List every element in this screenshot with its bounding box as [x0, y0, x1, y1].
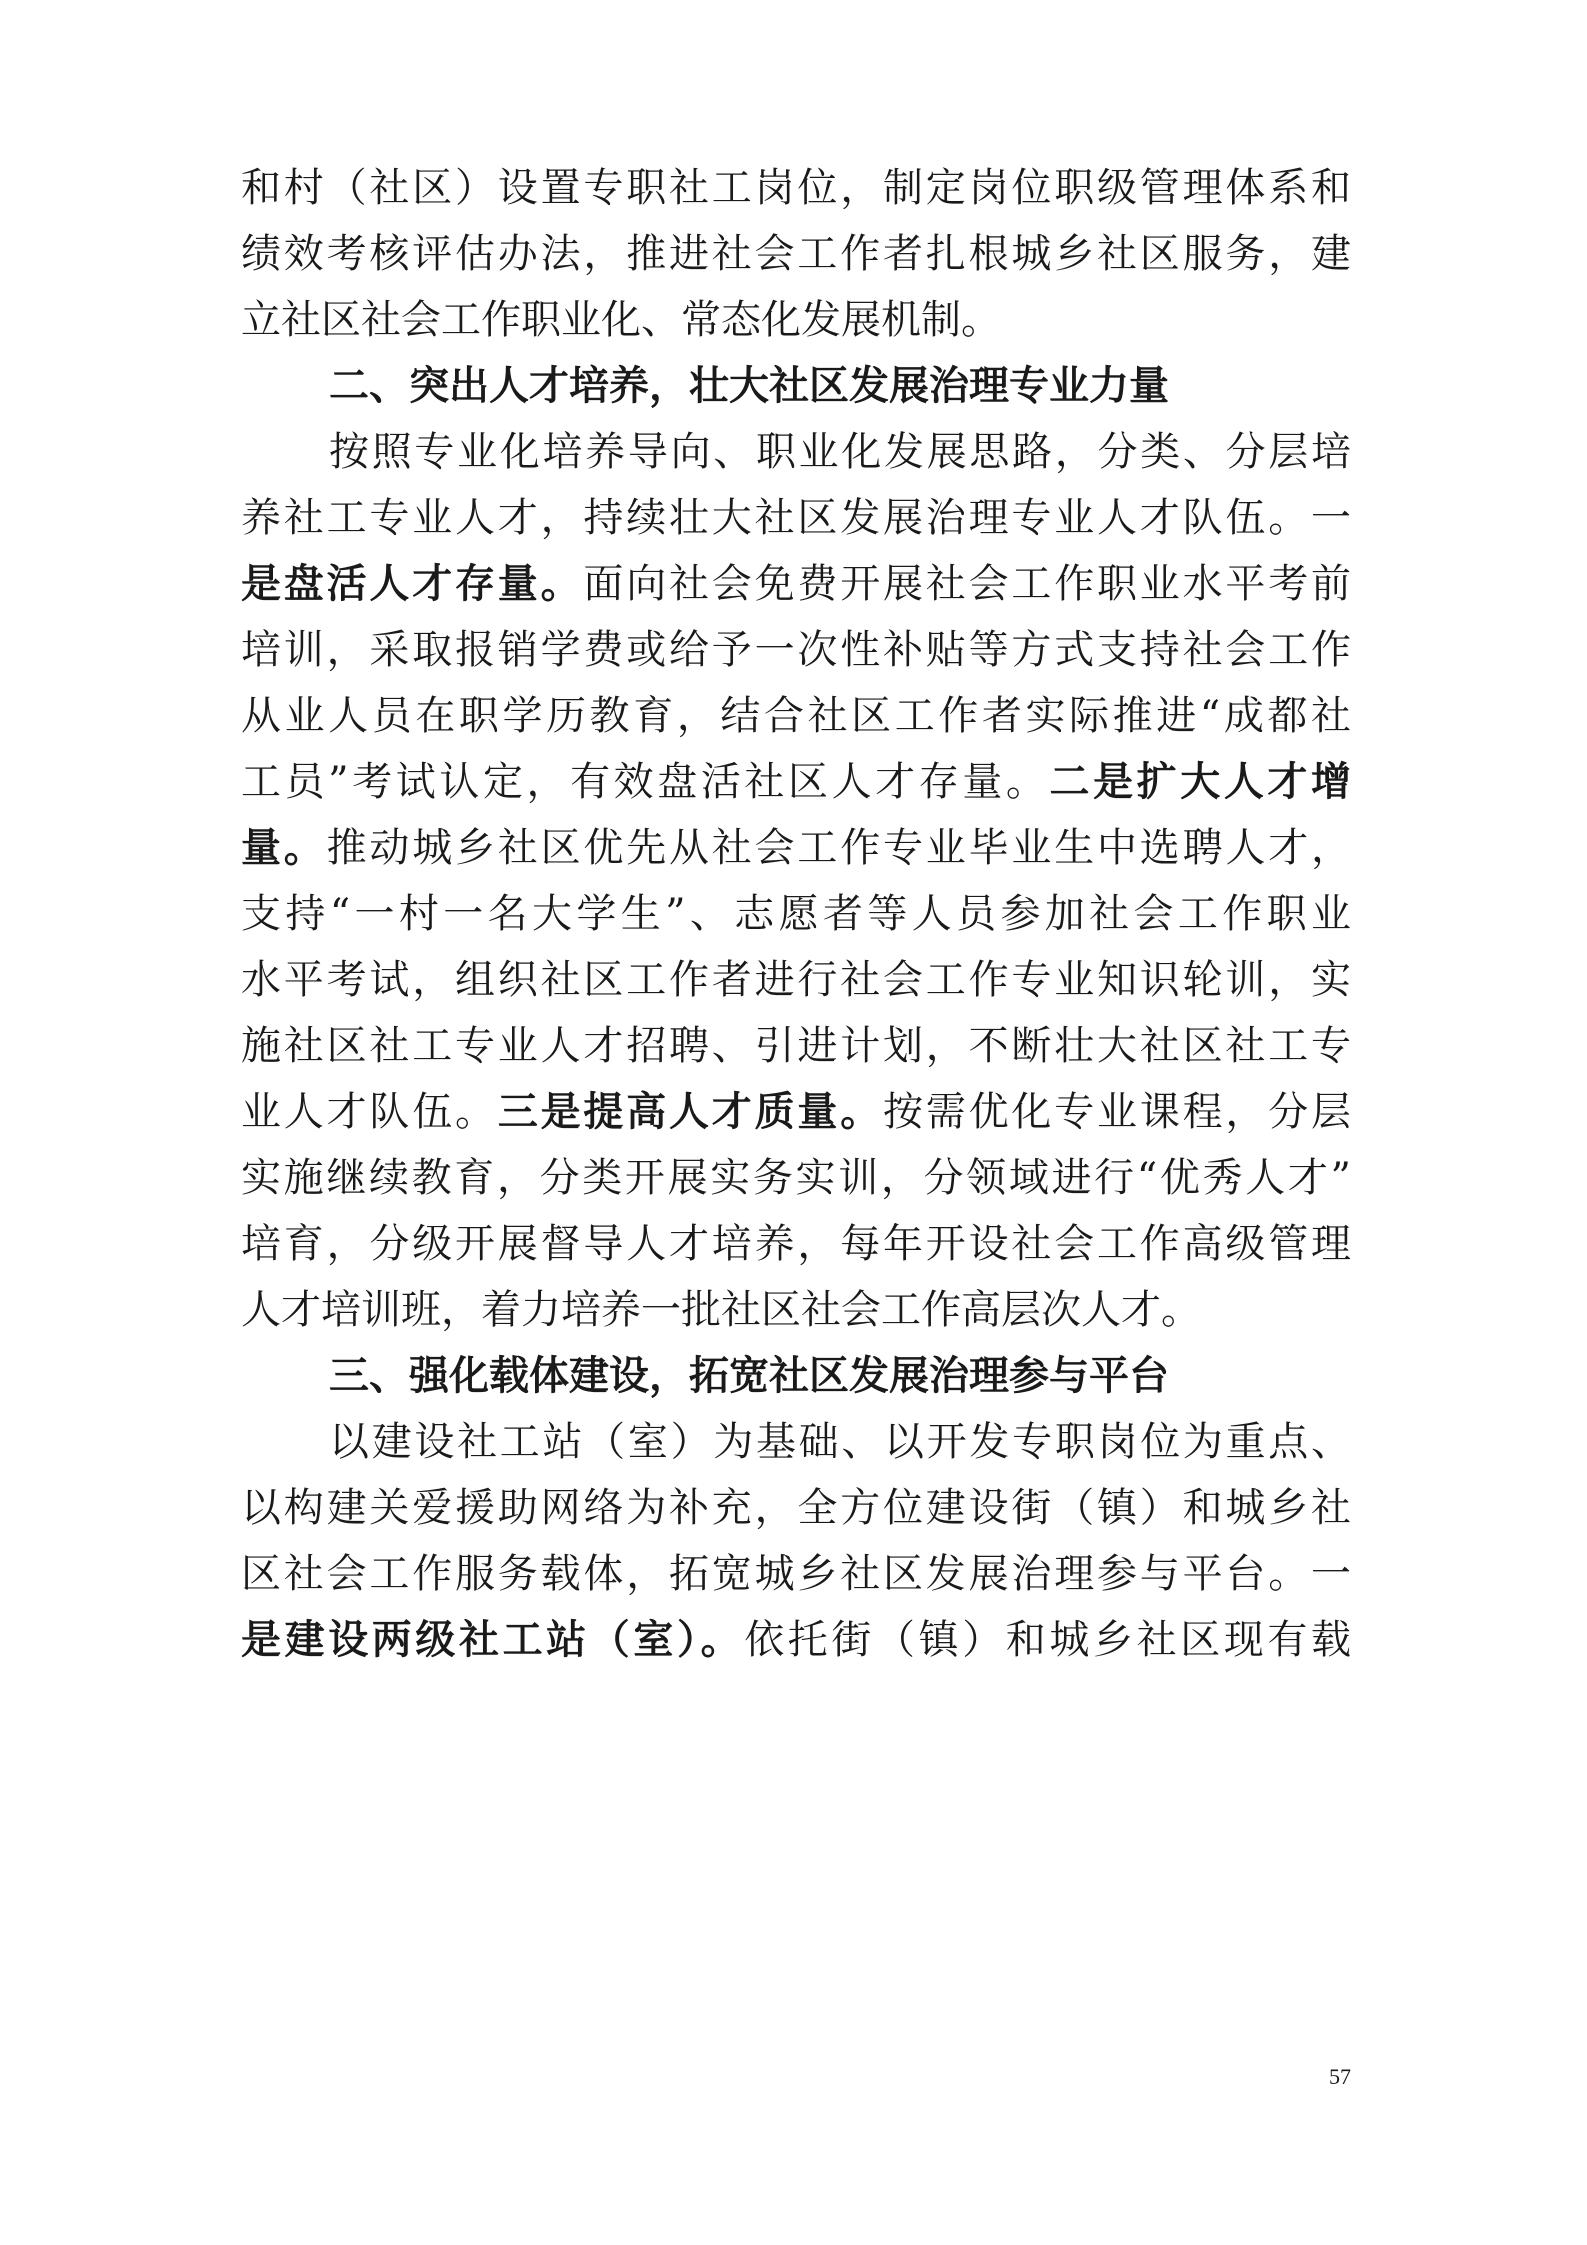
body-text-line — [241, 1280, 1351, 1340]
text-run: 区社会工作服务载体，拓宽城乡社区发展治理参与平台。一 — [241, 1551, 1351, 1597]
body-text-line — [241, 290, 1351, 350]
section-heading — [329, 356, 1351, 416]
body-text-line — [241, 224, 1351, 284]
text-run: 以建设社工站（室）为基础、以开发专职岗位为重点、 — [329, 1419, 1351, 1465]
body-text-line — [241, 1082, 1351, 1142]
body-text-line — [241, 1544, 1351, 1604]
text-run: 从业人员在职学历教育，结合社区工作者实际推进“成都社 — [241, 693, 1351, 739]
text-run: 按需优化专业课程，分层 — [883, 1089, 1351, 1135]
body-text-line — [241, 1610, 1351, 1670]
text-run: 和村（社区）设置专职社工岗位，制定岗位职级管理体系和 — [241, 165, 1351, 211]
text-run: 依托街（镇）和城乡社区现有载 — [744, 1617, 1351, 1663]
bold-key-phrase: 量。 — [241, 824, 327, 871]
body-text-line — [241, 818, 1351, 878]
bold-key-phrase: 二是扩大人才增 — [1049, 758, 1351, 805]
paragraph-first-line — [329, 422, 1351, 482]
body-text-line — [241, 752, 1351, 812]
bold-key-phrase: 二、突出人才培养，壮大社区发展治理专业力量 — [329, 363, 1169, 409]
text-run: 面向社会免费开展社会工作职业水平考前 — [583, 561, 1351, 607]
text-run: 立社区社会工作职业化、常态化发展机制。 — [241, 297, 1001, 343]
text-run: 按照专业化培养导向、职业化发展思路，分类、分层培 — [329, 429, 1351, 475]
text-run: 推动城乡社区优先从社会工作专业毕业生中选聘人才， — [326, 825, 1351, 871]
text-run: 支持“一村一名大学生”、志愿者等人员参加社会工作职业 — [241, 891, 1351, 937]
body-text-line — [241, 884, 1351, 944]
body-text-line — [241, 1148, 1351, 1208]
body-text-line — [241, 1478, 1351, 1538]
bold-key-phrase: 三、强化载体建设，拓宽社区发展治理参与平台 — [329, 1353, 1169, 1399]
text-run: 业人才队伍。 — [241, 1089, 498, 1135]
body-text-line — [241, 620, 1351, 680]
text-run: 人才培训班，着力培养一批社区社会工作高层次人才。 — [241, 1287, 1201, 1333]
text-run: 施社区社工专业人才招聘、引进计划，不断壮大社区社工专 — [241, 1023, 1351, 1069]
body-text-line — [241, 158, 1351, 218]
page-number: 57 — [1329, 2064, 1351, 2089]
section-heading — [329, 1346, 1351, 1406]
bold-key-phrase: 是盘活人才存量。 — [241, 560, 584, 607]
body-text-line — [241, 686, 1351, 746]
bold-key-phrase: 三是提高人才质量。 — [497, 1088, 884, 1135]
paragraph-first-line — [329, 1412, 1351, 1472]
body-text-line — [241, 950, 1351, 1010]
text-run: 绩效考核评估办法，推进社会工作者扎根城乡社区服务，建 — [241, 231, 1351, 277]
body-text-line — [241, 488, 1351, 548]
text-run: 养社工专业人才，持续壮大社区发展治理专业人才队伍。一 — [241, 495, 1351, 541]
body-text-line — [241, 1016, 1351, 1076]
text-run: 水平考试，组织社区工作者进行社会工作专业知识轮训，实 — [241, 957, 1351, 1003]
text-run: 工员”考试认定，有效盘活社区人才存量。 — [241, 759, 1050, 805]
body-text-line — [241, 1214, 1351, 1274]
text-run: 培训，采取报销学费或给予一次性补贴等方式支持社会工作 — [241, 627, 1351, 673]
body-text-line — [241, 554, 1351, 614]
text-run: 培育，分级开展督导人才培养，每年开设社会工作高级管理 — [241, 1221, 1351, 1267]
text-run: 实施继续教育，分类开展实务实训，分领域进行“优秀人才” — [241, 1155, 1351, 1201]
bold-key-phrase: 是建设两级社工站（室）。 — [241, 1616, 745, 1663]
text-run: 以构建关爱援助网络为补充，全方位建设街（镇）和城乡社 — [241, 1485, 1351, 1531]
